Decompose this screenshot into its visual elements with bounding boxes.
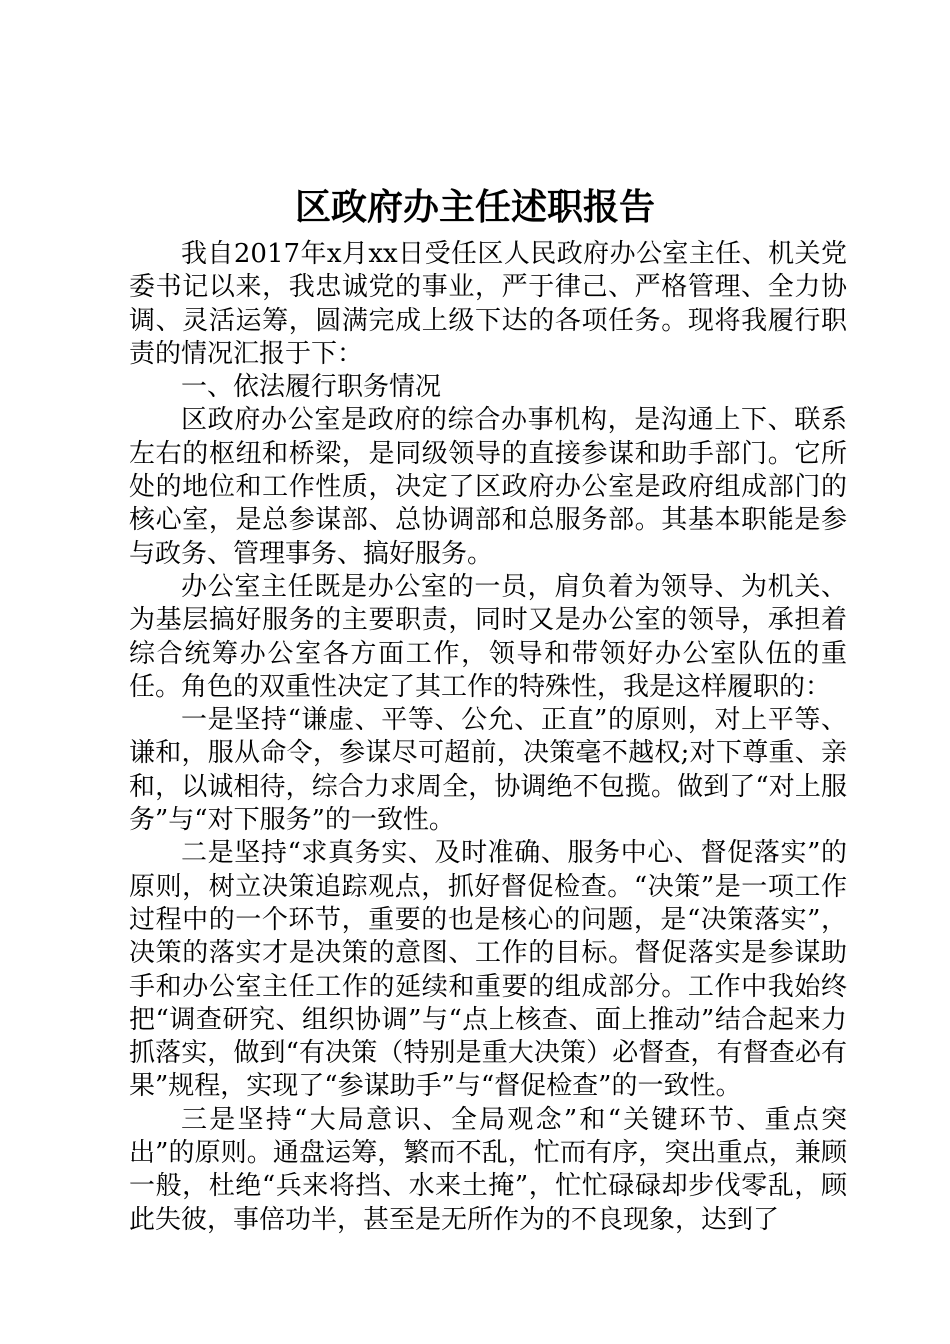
paragraph-intro: 我自2017年x月xx日受任区人民政府办公室主任、机关党委书记以来，我忠诚党的事业，严于律己、严格管理、全力协调、灵活运筹，圆满完成上级下达的各项任务。现将我履行职责的情况汇报于下： bbox=[129, 239, 847, 369]
paragraph-office-role: 区政府办公室是政府的综合办事机构，是沟通上下、联系左右的枢纽和桥梁，是同级领导的直接参谋和助手部门。它所处的地位和工作性质，决定了区政府办公室是政府组成部门的核心室，是总参谋部、总协调部和总服务部。其基本职能是参与政务、管理事务、搞好服务。 bbox=[129, 405, 847, 569]
section-heading-1: 一、依法履行职务情况 bbox=[181, 372, 442, 403]
document-body bbox=[129, 238, 847, 1237]
document-title: 区政府办主任述职报告 bbox=[294, 186, 655, 228]
paragraph-principle-3: 三是坚持“大局意识、全局观念”和“关键环节、重点突出”的原则。通盘运筹，繁而不乱，忙而有序，突出重点，兼顾一般，杜绝“兵来将挡、水来土掩”，忙忙碌碌却步伐零乱，顾此失彼，事倍功半，甚至是无所作为的不良现象，达到了 bbox=[129, 1104, 847, 1235]
paragraph-principle-2: 二是坚持“求真务实、及时准确、服务中心、督促落实”的原则，树立决策追踪观点，抓好督促检查。“决策”是一项工作过程中的一个环节，重要的也是核心的问题，是“决策落实”，决策的落实才是决策的意图、工作的目标。督促落实是参谋助手和办公室主任工作的延续和重要的组成部分。工作中我始终把“调查研究、组织协调”与“点上核查、面上推动”结合起来力抓落实，做到“有决策（特别是重大决策）必督查，有督查必有果”规程，实现了“参谋助手”与“督促检查”的一致性。 bbox=[129, 838, 847, 1102]
paragraph-director-duties: 办公室主任既是办公室的一员，肩负着为领导、为机关、为基层搞好服务的主要职责，同时又是办公室的领导，承担着综合统筹办公室各方面工作，领导和带领好办公室队伍的重任。角色的双重性决定了其工作的特殊性，我是这样履职的： bbox=[129, 571, 847, 702]
paragraph-principle-1: 一是坚持“谦虚、平等、公允、正直”的原则，对上平等、谦和，服从命令，参谋尽可超前，决策毫不越权;对下尊重、亲和，以诚相待，综合力求周全，协调绝不包揽。做到了“对上服务”与“对下服务”的一致性。 bbox=[129, 705, 847, 836]
